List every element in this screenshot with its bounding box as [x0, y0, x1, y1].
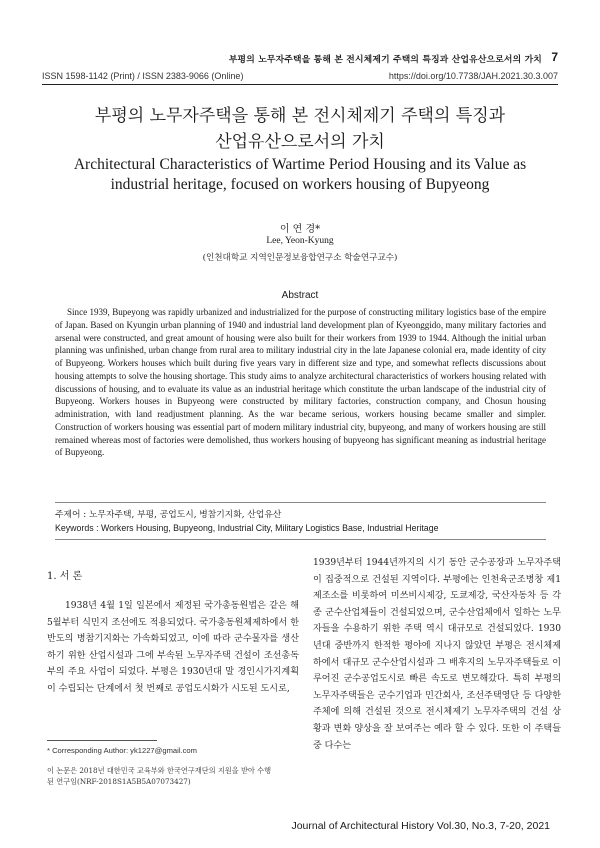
footnote-rule	[47, 740, 157, 741]
english-title-line-2: industrial heritage, focused on workers housing of Bupyeong	[110, 176, 490, 193]
keywords-english: Keywords : Workers Housing, Bupyeong, Industrial City, Military Logistics Base, Industrial Heritage	[55, 523, 439, 533]
abstract-body: Since 1939, Bupeyong was rapidly urbanized and industrialized for the purpose of constructing military logistics base of the empire of Japan. Based on Kyungin urban planning of 1940 and industrial land development plan of Kyeonggido, many military factories and arsenal were constructed, and great amount of housing were also built for their workers from 1939 to 1944. Although the initial urban planning was unfinished, urban change from rural area to military industrial city in the late Japanese colonial era, made identity of city of Bupyeong. Workers houses which built during five years vary in different size and type, and somewhat reflects discussions about housing attempts to solve the housing shortage. This study aims to analyze architectural characteristics of workers housing related with discussions of housing, and to evaluate its value as an industrial heritage which constitute the urban landscape of the industrial city of Bupyeong. Workers houses in Bupyeong were constructed by military factories, construction company, and Chosun housing administration, with land readjustment planning. As the war became serious, workers housing became smaller and simpler. Construction of workers housing was essential part of modern military industrial city, bupyeong, and many of workers housing are still remained whereas most of factories were demolished, thus workers housing of bupyeong has significant meaning as industrial heritage of Bupyeong.	[55, 307, 546, 458]
korean-title-line-2: 산업유산으로서의 가치	[215, 132, 385, 152]
body-paragraph-left: 1938년 4월 1일 일본에서 제정된 국가총동원법은 같은 해 5월부터 식민지 조선에도 적용되었다. 국가총동원체제하에서 한반도의 병참기지화는 가속화되었고, 이에 따라 군수물자를 생산하기 위한 산업시설과 그에 부속된 노무자주택 건설이 조선총독부의 주요 사업이 되었다. 부평은 1930년대 말 경인시가지계획이 수립되는 단계에서 첫 번째로 공업도시화가 시도된 도시로,	[47, 601, 299, 694]
keywords-bottom-rule	[55, 539, 546, 540]
body-paragraph-right: 1939년부터 1944년까지의 시기 동안 군수공장과 노무자주택이 집중적으로 건설된 지역이다. 부평에는 인천육군조병창 제1제조소를 비롯하여 미쓰비시제강, 도쿄제강, 국산자동차 등 각종 군수산업체들이 건설되었으며, 군수산업체에서 일하는 노무자들을 수용하기 위한 주택 역시 대규모로 건설되었다. 1930년대 중반까지 한적한 평야에 지나지 않았던 부평은 전시체제하에서 대규모 군수산업시설과 그 배후지의 노무자주택들로 이루어진 군수공업도시로 빠른 속도로 변모해갔다. 특히 부평의 노무자주택들은 군수기업과 민간회사, 조선주택영단 등 다양한 주체에 의해 건설된 것으로 전시체제기 노무자주택의 건설 상황과 변화 양상을 잘 보여주는 예라 할 수 있다. 또한 이 주택들 중 다수는	[313, 558, 561, 751]
journal-footer: Journal of Architectural History Vol.30, No.3, 7-20, 2021	[291, 820, 550, 832]
left-column	[47, 567, 299, 698]
english-title	[40, 155, 560, 195]
doi-link[interactable]: https://doi.org/10.7738/JAH.2021.30.3.007	[388, 71, 558, 81]
korean-title	[40, 103, 560, 155]
author-english: Lee, Yeon-Kyung	[266, 236, 334, 246]
english-title-line-1: Architectural Characteristics of Wartime Period Housing and its Value as	[73, 156, 527, 173]
issn: ISSN 1598-1142 (Print) / ISSN 2383-9066 (Online)	[42, 71, 244, 81]
keywords-top-rule	[55, 502, 546, 503]
right-column	[313, 555, 561, 754]
keywords-korean: 주제어 : 노무자주택, 부평, 공업도시, 병참기지화, 산업유산	[55, 510, 282, 520]
corresponding-author-footnote: * Corresponding Author: yk1227@gmail.com	[47, 746, 197, 755]
header-rule	[42, 84, 558, 85]
author-korean: 이 연 경*	[279, 224, 321, 235]
section-heading: 1. 서 론	[47, 571, 83, 582]
funding-footnote: 이 논문은 2018년 대한민국 교육부와 한국연구재단의 지원을 받아 수행된 연구임(NRF-2018S1A5B5A07073427)	[47, 766, 272, 786]
korean-title-line-1: 부평의 노무자주택을 통해 본 전시체제기 주택의 특징과	[94, 106, 506, 126]
running-title: 부평의 노무자주택을 통해 본 전시체제기 주택의 특징과 산업유산으로서의 가치	[228, 55, 542, 65]
abstract-heading: Abstract	[281, 290, 319, 301]
author-affiliation: (인천대학교 지역인문정보융합연구소 학술연구교수)	[202, 253, 398, 263]
page-number: 7	[551, 50, 558, 64]
